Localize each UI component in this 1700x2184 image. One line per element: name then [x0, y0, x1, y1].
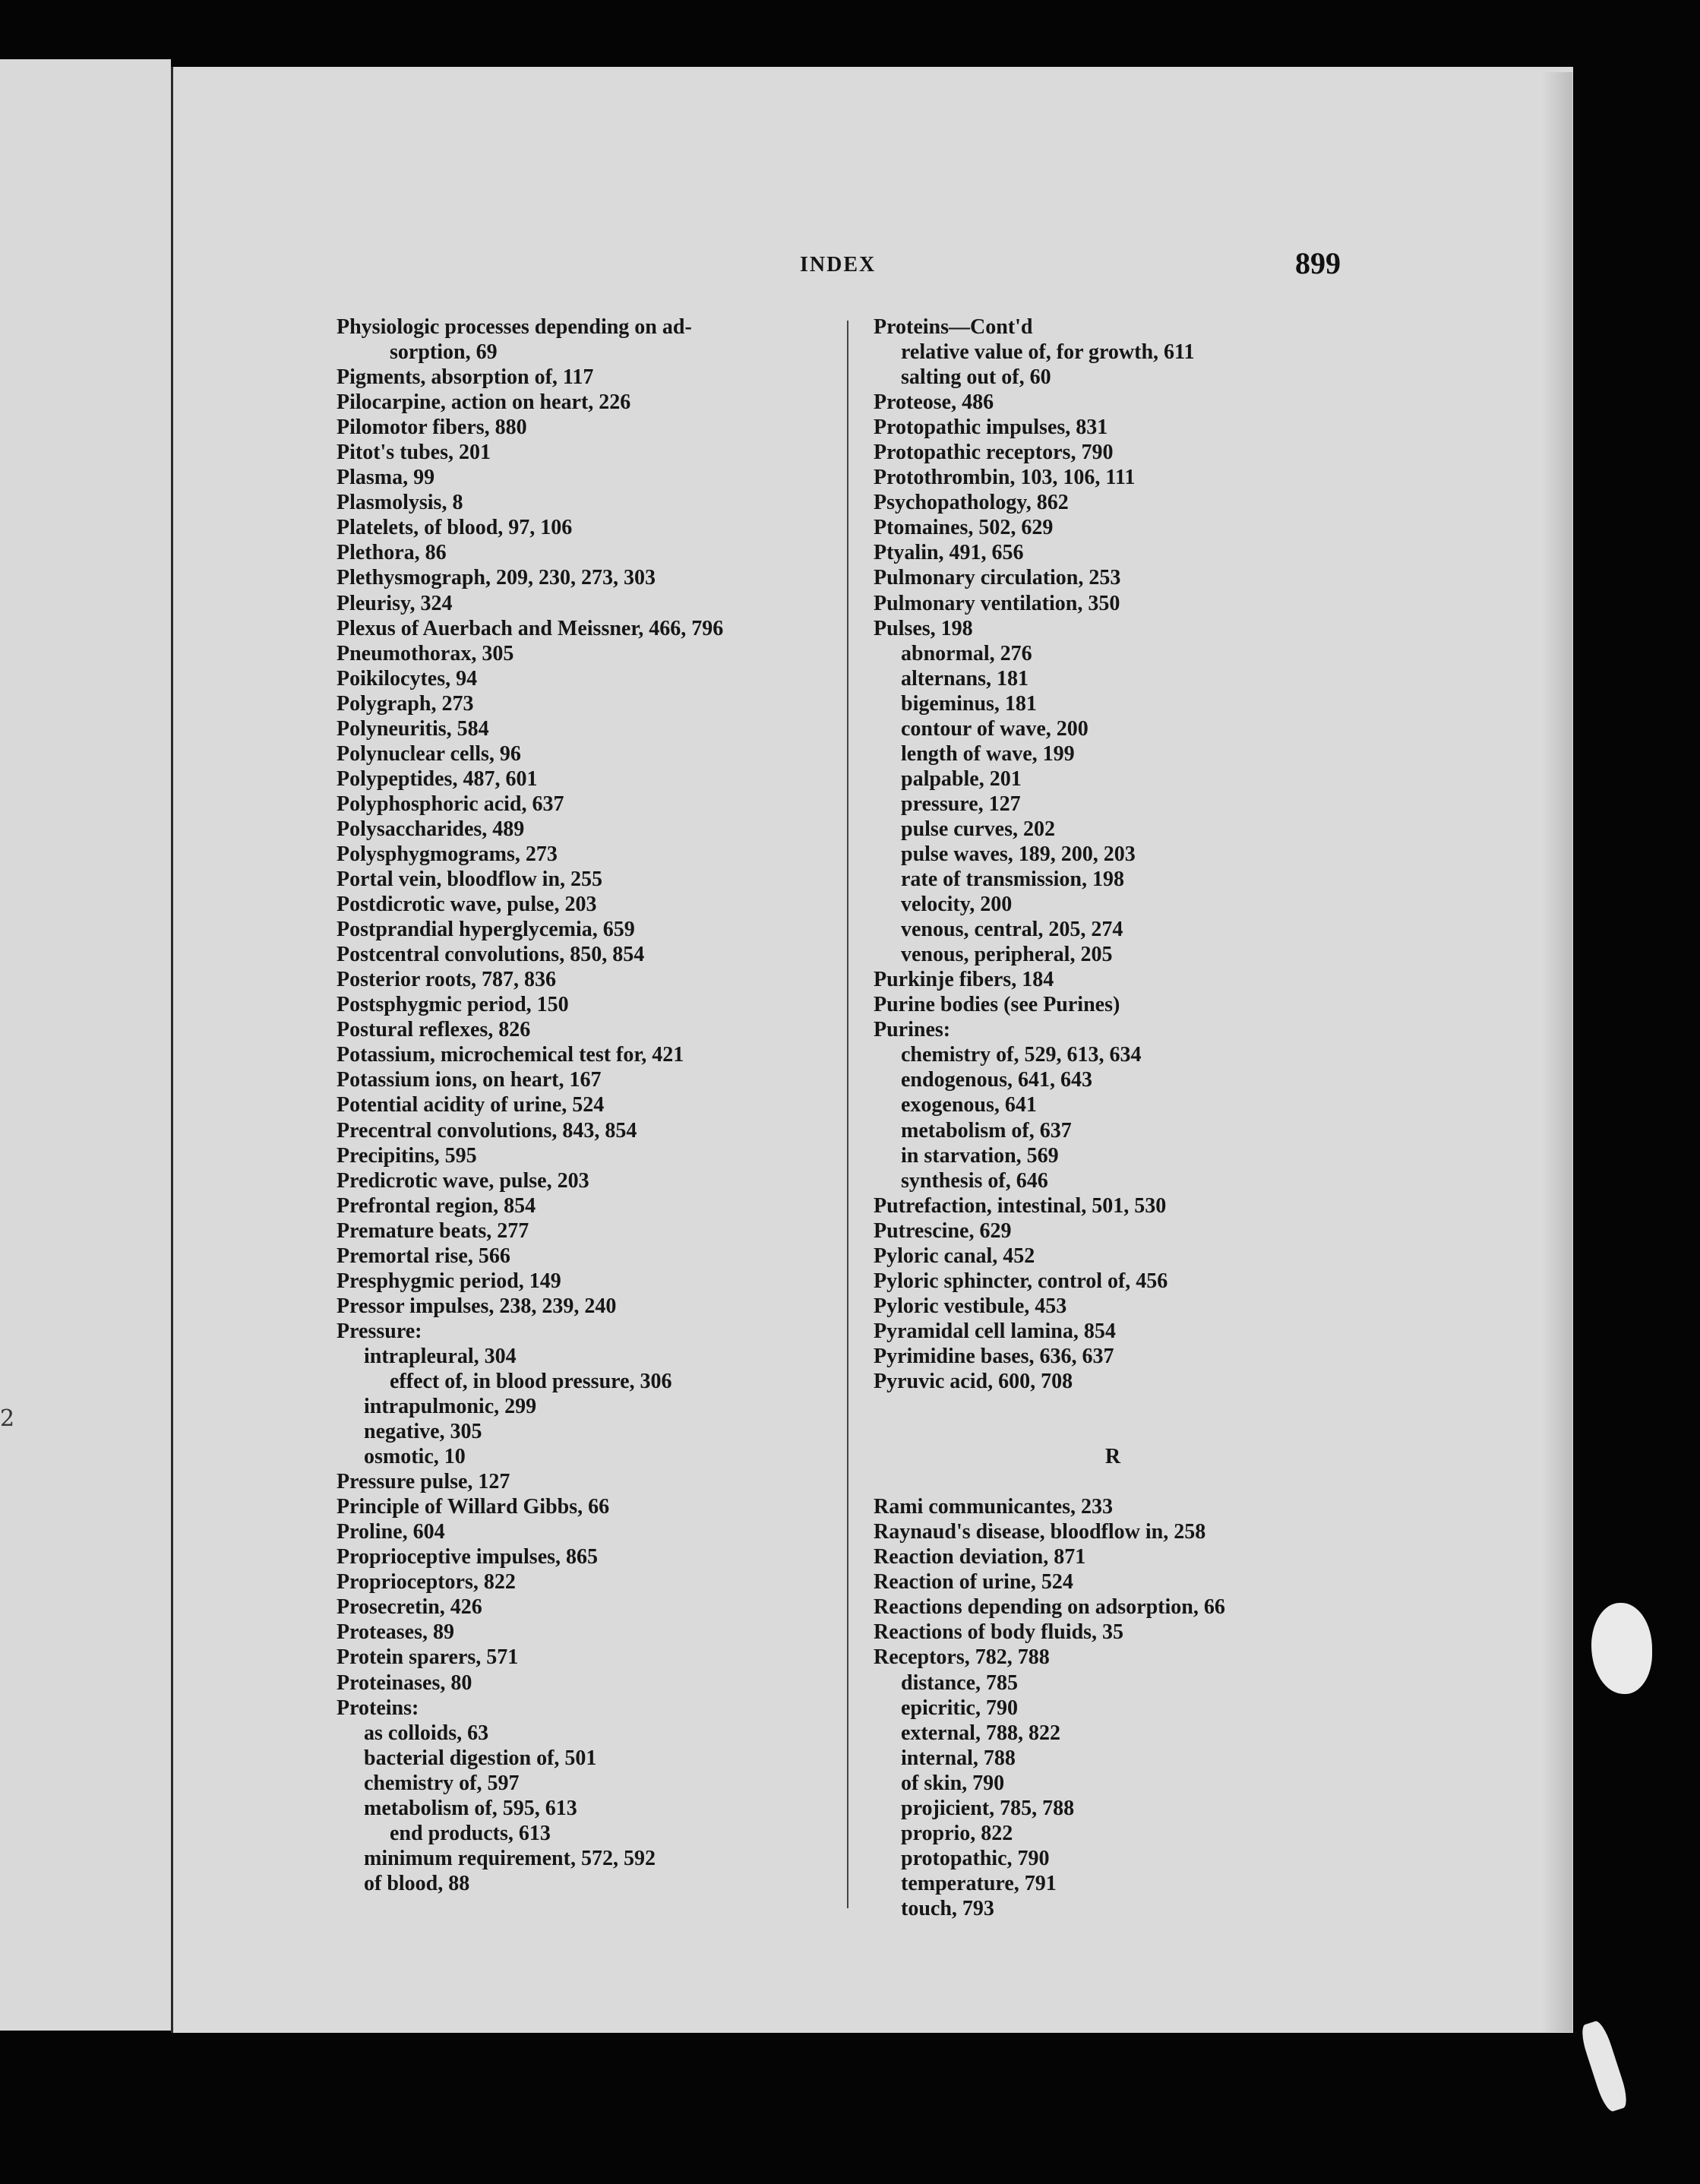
index-entry: Polynuclear cells, 96 — [337, 741, 521, 766]
index-subentry: of skin, 790 — [901, 1771, 1005, 1795]
index-entry: Reactions depending on adsorption, 66 — [874, 1595, 1225, 1620]
index-entry: Plasma, 99 — [337, 466, 435, 490]
index-entry: Pilocarpine, action on heart, 226 — [337, 390, 631, 415]
index-entry: Premortal rise, 566 — [337, 1244, 510, 1268]
index-entry: Postural reflexes, 826 — [337, 1018, 531, 1042]
index-subentry: exogenous, 641 — [901, 1093, 1037, 1117]
index-subentry: intrapleural, 304 — [364, 1344, 517, 1368]
index-subentry: relative value of, for growth, 611 — [901, 340, 1195, 365]
index-subentry: sorption, 69 — [390, 340, 498, 365]
index-entry: Reaction deviation, 871 — [874, 1545, 1086, 1569]
index-subentry: proprio, 822 — [901, 1821, 1013, 1845]
index-entry: Proprioceptors, 822 — [337, 1570, 516, 1595]
index-subentry: pulse curves, 202 — [901, 817, 1055, 841]
index-subentry: intrapulmonic, 299 — [364, 1395, 537, 1419]
index-entry: Polysphygmograms, 273 — [337, 842, 558, 866]
index-entry: Predicrotic wave, pulse, 203 — [337, 1168, 589, 1193]
page-edge-shadow — [1542, 72, 1572, 2032]
index-entry: Pyruvic acid, 600, 708 — [874, 1369, 1073, 1393]
index-entry: Pressure: — [337, 1319, 422, 1343]
index-entry: Polyneuritis, 584 — [337, 716, 489, 741]
index-entry: Precipitins, 595 — [337, 1143, 477, 1168]
index-entry: Proteins: — [337, 1696, 419, 1720]
index-subentry: venous, peripheral, 205 — [901, 943, 1113, 967]
index-entry: Pressor impulses, 238, 239, 240 — [337, 1294, 617, 1318]
index-entry: Proteases, 89 — [337, 1620, 454, 1645]
index-entry: Postprandial hyperglycemia, 659 — [337, 918, 635, 942]
index-subentry: metabolism of, 637 — [901, 1118, 1072, 1143]
index-entry: Proteinases, 80 — [337, 1670, 472, 1695]
index-subentry: palpable, 201 — [901, 766, 1022, 791]
index-entry: Physiologic processes depending on ad- — [337, 315, 692, 339]
index-subentry: endogenous, 641, 643 — [901, 1068, 1093, 1092]
previous-page-margin-mark: 2 — [0, 1405, 15, 1432]
index-subentry: alternans, 181 — [901, 666, 1029, 691]
index-subentry: epicritic, 790 — [901, 1696, 1018, 1720]
index-subentry: pulse waves, 189, 200, 203 — [901, 842, 1136, 866]
index-entry: Pyloric canal, 452 — [874, 1244, 1035, 1268]
index-entry: Reaction of urine, 524 — [874, 1570, 1073, 1595]
index-subentry: temperature, 791 — [901, 1871, 1057, 1895]
index-entry: Pyloric vestibule, 453 — [874, 1294, 1067, 1318]
index-entry: Psychopathology, 862 — [874, 491, 1069, 515]
index-entry: Posterior roots, 787, 836 — [337, 968, 557, 992]
index-subentry: of blood, 88 — [364, 1871, 470, 1895]
index-subentry: minimum requirement, 572, 592 — [364, 1846, 656, 1870]
index-entry: Pleurisy, 324 — [337, 591, 453, 615]
index-subentry: internal, 788 — [901, 1746, 1016, 1770]
index-entry: Pulmonary circulation, 253 — [874, 566, 1121, 590]
index-entry: Pulmonary ventilation, 350 — [874, 591, 1120, 615]
index-column-right — [874, 314, 1375, 1921]
index-subentry: chemistry of, 597 — [364, 1771, 520, 1795]
index-entry: Purine bodies (see Purines) — [874, 993, 1120, 1017]
index-entry: Pressure pulse, 127 — [337, 1470, 510, 1494]
index-subentry: rate of transmission, 198 — [901, 868, 1124, 892]
index-entry: Proteose, 486 — [874, 390, 994, 415]
index-entry: Prosecretin, 426 — [337, 1595, 482, 1620]
blank-line — [874, 1469, 1375, 1494]
index-entry: Potential acidity of urine, 524 — [337, 1093, 605, 1117]
index-entry: Potassium, microchemical test for, 421 — [337, 1043, 684, 1067]
section-letter: R — [1104, 1445, 1121, 1469]
index-entry: Protopathic impulses, 831 — [874, 416, 1108, 440]
index-entry: Prefrontal region, 854 — [337, 1193, 536, 1218]
index-entry: Protein sparers, 571 — [337, 1645, 519, 1670]
index-subentry: synthesis of, 646 — [901, 1168, 1048, 1193]
index-entry: Proline, 604 — [337, 1520, 445, 1544]
index-entry: Putrescine, 629 — [874, 1218, 1012, 1243]
index-entry: Protothrombin, 103, 106, 111 — [874, 466, 1136, 490]
previous-page-edge — [0, 59, 171, 2031]
index-subentry: bigeminus, 181 — [901, 691, 1037, 716]
paper-smudge-corner — [1578, 2019, 1630, 2114]
index-subentry: in starvation, 569 — [901, 1143, 1059, 1168]
index-entry: Pneumothorax, 305 — [337, 641, 514, 665]
index-entry: Receptors, 782, 788 — [874, 1645, 1050, 1670]
running-head: INDEX — [800, 253, 877, 277]
index-subentry: velocity, 200 — [901, 893, 1013, 917]
index-subentry: bacterial digestion of, 501 — [364, 1746, 597, 1770]
index-subentry: metabolism of, 595, 613 — [364, 1796, 577, 1820]
index-entry: Proteins—Cont'd — [874, 315, 1033, 339]
index-entry: Putrefaction, intestinal, 501, 530 — [874, 1193, 1167, 1218]
index-subentry: salting out of, 60 — [901, 365, 1051, 390]
index-entry: Principle of Willard Gibbs, 66 — [337, 1495, 610, 1519]
index-entry: Presphygmic period, 149 — [337, 1269, 561, 1293]
index-entry: Plethysmograph, 209, 230, 273, 303 — [337, 566, 656, 590]
index-entry: Pyloric sphincter, control of, 456 — [874, 1269, 1168, 1293]
index-subentry: as colloids, 63 — [364, 1721, 489, 1745]
index-entry: Reactions of body fluids, 35 — [874, 1620, 1124, 1645]
index-subentry: end products, 613 — [390, 1821, 551, 1845]
index-subentry: venous, central, 205, 274 — [901, 918, 1123, 942]
index-entry: Pulses, 198 — [874, 616, 973, 640]
index-entry: Purkinje fibers, 184 — [874, 968, 1054, 992]
index-subentry: external, 788, 822 — [901, 1721, 1060, 1745]
index-subentry: projicient, 785, 788 — [901, 1796, 1075, 1820]
index-entry: Pyramidal cell lamina, 854 — [874, 1319, 1116, 1343]
index-subentry: osmotic, 10 — [364, 1445, 466, 1469]
index-entry: Portal vein, bloodflow in, 255 — [337, 868, 603, 892]
index-entry: Purines: — [874, 1018, 951, 1042]
blank-line — [874, 1419, 1375, 1444]
index-entry: Pyrimidine bases, 636, 637 — [874, 1344, 1114, 1368]
paper-smudge — [1591, 1603, 1652, 1694]
index-entry: Postsphygmic period, 150 — [337, 993, 569, 1017]
index-entry: Ptomaines, 502, 629 — [874, 516, 1054, 540]
index-entry: Raynaud's disease, bloodflow in, 258 — [874, 1520, 1206, 1544]
index-entry: Premature beats, 277 — [337, 1218, 529, 1243]
index-entry: Polygraph, 273 — [337, 691, 474, 716]
index-entry: Rami communicantes, 233 — [874, 1495, 1113, 1519]
index-entry: Postdicrotic wave, pulse, 203 — [337, 893, 597, 917]
index-entry: Polysaccharides, 489 — [337, 817, 525, 841]
page-number: 899 — [1295, 246, 1341, 280]
blank-line — [874, 1394, 1375, 1419]
index-entry: Protopathic receptors, 790 — [874, 441, 1114, 465]
index-subentry: chemistry of, 529, 613, 634 — [901, 1043, 1142, 1067]
index-entry: Pitot's tubes, 201 — [337, 441, 491, 465]
index-entry: Ptyalin, 491, 656 — [874, 541, 1024, 565]
index-entry: Postcentral convolutions, 850, 854 — [337, 943, 645, 967]
index-subentry: negative, 305 — [364, 1420, 482, 1444]
index-entry: Plethora, 86 — [337, 541, 447, 565]
index-entry: Platelets, of blood, 97, 106 — [337, 516, 573, 540]
index-entry: Precentral convolutions, 843, 854 — [337, 1118, 637, 1143]
index-subentry: length of wave, 199 — [901, 741, 1075, 766]
index-entry: Poikilocytes, 94 — [337, 666, 478, 691]
index-subentry: distance, 785 — [901, 1670, 1018, 1695]
index-subentry: contour of wave, 200 — [901, 716, 1089, 741]
index-column-left — [337, 314, 823, 1896]
index-subentry: protopathic, 790 — [901, 1846, 1050, 1870]
index-entry: Polypeptides, 487, 601 — [337, 766, 538, 791]
index-subentry: touch, 793 — [901, 1896, 994, 1920]
index-subentry: pressure, 127 — [901, 792, 1021, 816]
index-entry: Proprioceptive impulses, 865 — [337, 1545, 599, 1569]
index-entry: Pilomotor fibers, 880 — [337, 416, 527, 440]
column-divider — [847, 321, 848, 1908]
index-entry: Plexus of Auerbach and Meissner, 466, 796 — [337, 616, 724, 640]
index-entry: Plasmolysis, 8 — [337, 491, 463, 515]
index-subentry: abnormal, 276 — [901, 641, 1032, 665]
index-entry: Polyphosphoric acid, 637 — [337, 792, 564, 816]
index-subentry: effect of, in blood pressure, 306 — [390, 1369, 672, 1393]
index-entry: Pigments, absorption of, 117 — [337, 365, 594, 390]
index-entry: Potassium ions, on heart, 167 — [337, 1068, 602, 1092]
